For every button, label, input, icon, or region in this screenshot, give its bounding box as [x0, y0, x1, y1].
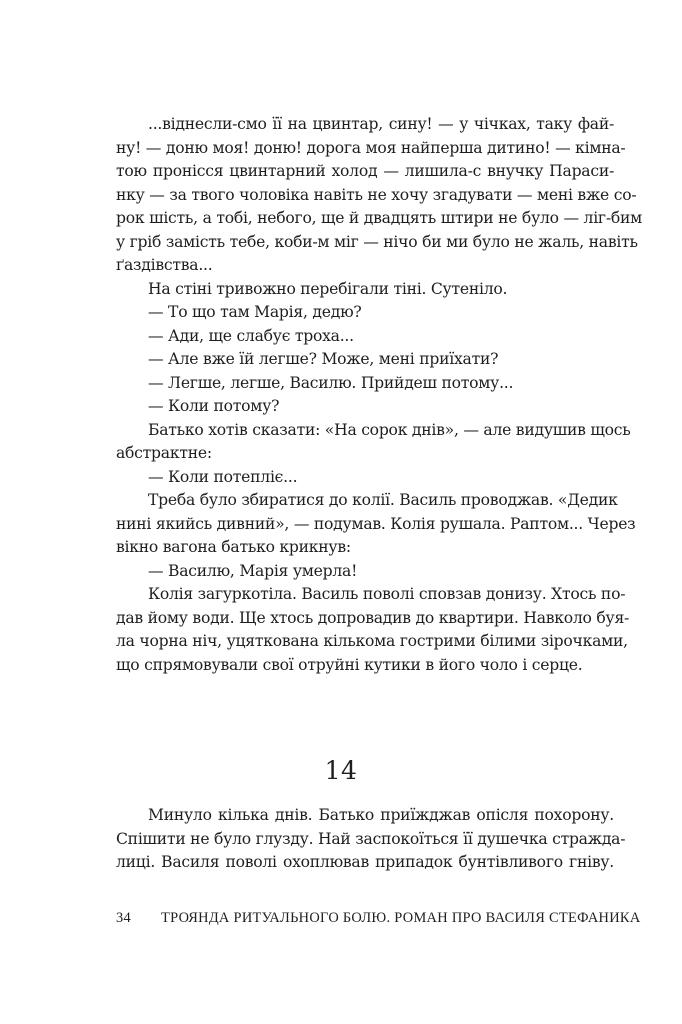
- page-footer: [116, 908, 641, 928]
- text-line: Колія загуркотіла. Василь поволі сповзав донизу. Хтось по-: [148, 585, 626, 603]
- text-line: у гріб замість тебе, коби-м міг — нічо би ми було не жаль, навіть: [116, 232, 638, 251]
- text-line: лиці. Василя поволі охоплював припадок бунтівливого гніву.: [116, 853, 614, 871]
- text-line: ...віднесли-смо її на цвинтар, сину! — у чічках, таку фай-: [148, 115, 614, 133]
- dialogue-line: — Але вже їй легше? Може, мені приїхати?: [148, 350, 499, 368]
- dialogue-line: — Василю, Марія умерла!: [148, 561, 358, 580]
- text-line: вікно вагона батько крикнув:: [116, 538, 351, 556]
- text-line: що спрямовували свої отруйні кутики в його чоло і серце.: [116, 655, 583, 674]
- text-line: Треба було збиратися до колії. Василь проводжав. «Дедик: [148, 491, 618, 509]
- chapter-text-block: [116, 804, 626, 875]
- chapter-number: 14: [324, 756, 358, 785]
- text-line: рок шість, а тобі, небого, ще й двадцять штири не було — ліг-бим: [116, 209, 643, 227]
- text-line: Спішити не було глузду. Най заспокоїться її душечка стражда-: [116, 829, 626, 848]
- dialogue-line: — Ади, ще слабує троха...: [148, 326, 354, 345]
- dialogue-line: — Коли потому?: [148, 397, 280, 415]
- text-line: тою пронісся цвинтарний холод — лишила-с внучку Параси-: [116, 162, 614, 180]
- text-line: дав йому води. Ще хтось допровадив до квартири. Навколо буя-: [116, 608, 630, 627]
- text-line: ну! — доню моя! доню! дорога моя найперша дитино! — кімна-: [116, 138, 626, 157]
- text-line: ґаздівства...: [116, 256, 213, 274]
- text-line: абстрактне:: [116, 444, 212, 462]
- main-text-block: [116, 113, 643, 677]
- dialogue-line: — То що там Марія, дедю?: [148, 303, 362, 321]
- text-line: нку — за твого чоловіка навіть не хочу згадувати — мені вже со-: [116, 185, 637, 204]
- page-number: 34: [116, 910, 131, 926]
- text-line: ла чорна ніч, уцяткована кількома гострими білими зірочками,: [116, 632, 628, 650]
- dialogue-line: — Легше, легше, Василю. Прийдеш потому...: [148, 373, 514, 392]
- text-line: Минуло кілька днів. Батько приїжджав опісля похорону.: [148, 806, 614, 824]
- text-line: На стіні тривожно перебігали тіні. Сутеніло.: [148, 279, 508, 298]
- running-title: ТРОЯНДА РИТУАЛЬНОГО БОЛЮ. РОМАН ПРО ВАСИЛЯ СТЕФАНИКА: [161, 910, 641, 926]
- text-line: нині якийсь дивний», — подумав. Колія рушала. Раптом... Через: [116, 514, 636, 533]
- dialogue-line: — Коли потепліє...: [148, 467, 298, 486]
- text-line: Батько хотів сказати: «На сорок днів», — але видушив щось: [148, 420, 631, 439]
